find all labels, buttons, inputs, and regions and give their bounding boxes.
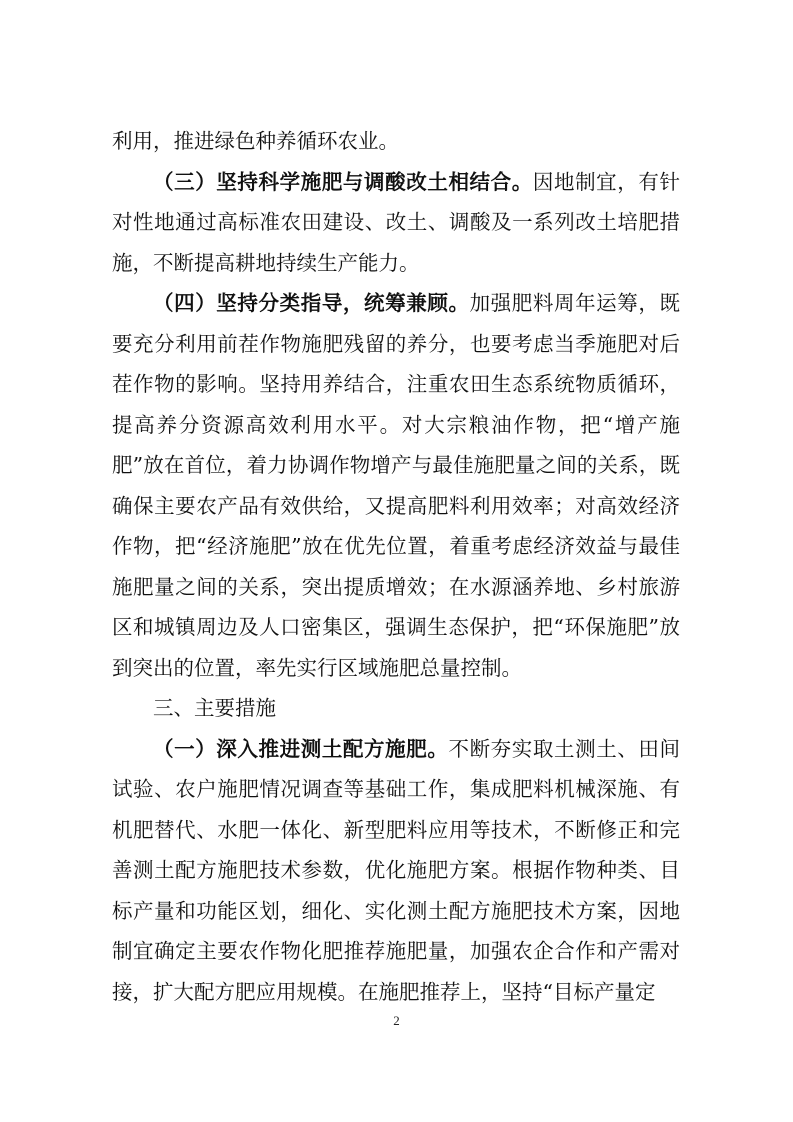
principle-3-heading: （三）坚持科学施肥与调酸改土相结合。	[153, 169, 533, 194]
paragraph-principle-4	[112, 283, 680, 688]
body-text	[112, 121, 680, 1012]
paragraph-continuation	[112, 121, 680, 162]
paragraph-principle-3	[112, 162, 680, 284]
principle-3-text: 因地制宜，有针对性地通过高标准农田建设、改土、调酸及一系列改土培肥措施，不断提高耕地持续生产能力。	[112, 169, 680, 275]
measure-1-text: 不断夯实取土测土、田间试验、农户施肥情况调查等基础工作，集成肥料机械深施、有机肥替代、水肥一体化、新型肥料应用等技术，不断修正和完善测土配方施肥技术参数，优化施肥方案。根据作物种类、目标产量和功能区划，细化、实化测土配方施肥技术方案，因地制宜确定主要农作物化肥推荐施肥量，加强农企合作和产需对接，扩大配方肥应用规模。在施肥推荐上，坚持“目标产量定	[112, 736, 681, 1004]
paragraph-measure-1	[112, 729, 680, 1013]
paragraph-text: 利用，推进绿色种养循环农业。	[112, 129, 399, 153]
page-number: 2	[393, 1013, 400, 1028]
principle-4-heading: （四）坚持分类指导，统筹兼顾。	[153, 291, 470, 315]
principle-4-text: 加强肥料周年运筹，既要充分利用前茬作物施肥残留的养分，也要考虑当季施肥对后茬作物的影响。坚持用养结合，注重农田生态系统物质循环，提高养分资源高效利用水平。对大宗粮油作物，把“增产施肥”放在首位，着力协调作物增产与最佳施肥量之间的关系，既确保主要农产品有效供给，又提高肥料利用效率；对高效经济作物，把“经济施肥”放在优先位置，着重考虑经济效益与最佳施肥量之间的关系，突出提质增效；在水源涵养地、乡村旅游区和城镇周边及人口密集区，强调生态保护，把“环保施肥”放到突出的位置，率先实行区域施肥总量控制。	[112, 291, 680, 680]
measure-1-heading: （一）深入推进测土配方施肥。	[153, 736, 449, 761]
section-heading-measures: 三、主要措施	[153, 696, 276, 720]
